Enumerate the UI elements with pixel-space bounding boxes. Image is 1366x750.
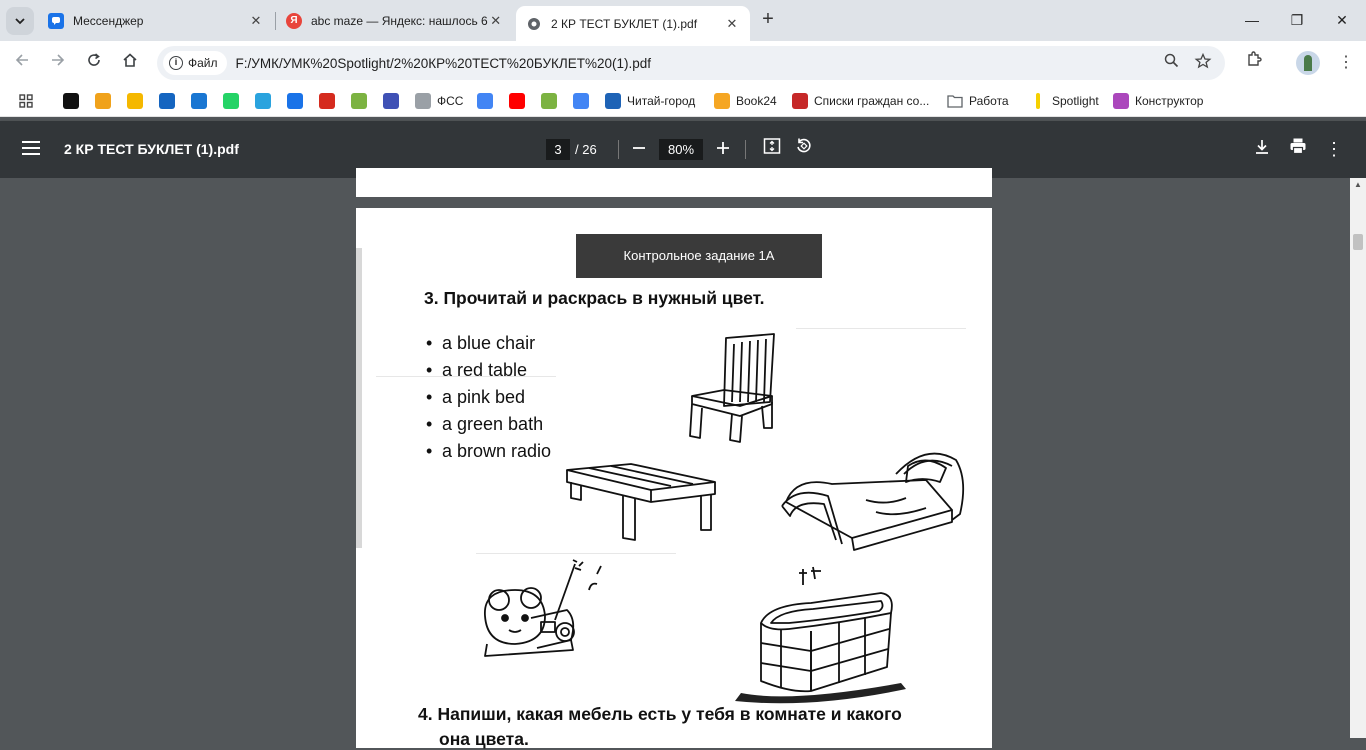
list-item: • a brown radio [426,441,552,461]
url-text[interactable]: F:/УМК/УМК%20Spotlight/2%20КР%20ТЕСТ%20БУКЛЕТ%20(1).pdf [235,55,652,71]
bookmark-label: Spotlight [1052,93,1099,108]
scan-edge [356,248,362,548]
tab-messenger[interactable] [38,6,274,35]
tab-search-button[interactable] [6,7,34,35]
chair-illustration [684,332,784,444]
telegram-icon [255,93,271,109]
star-icon [127,93,143,109]
item-list [426,330,551,465]
site-info-chip[interactable] [163,51,227,75]
bookmark-label: ФСС [437,93,464,108]
back-button[interactable] [10,51,34,75]
bookmark-spotlight[interactable] [1030,91,1099,110]
book24-icon [714,93,730,109]
bookmarks-bar [0,84,1366,117]
restore-button[interactable]: ❐ [1290,12,1304,28]
emblem-icon [383,93,399,109]
scrollbar-thumb[interactable] [1353,234,1363,250]
yandex-icon: Я [286,13,302,29]
tab-title: abc maze — Яндекс: нашлось 6 [311,13,488,28]
page-count: / 26 [575,142,597,157]
bookmark-folder[interactable] [947,91,1009,110]
reload-button[interactable] [82,51,106,75]
list-item: • a green bath [426,414,544,434]
constructor-icon [1113,93,1129,109]
list-item: • a pink bed [426,387,526,407]
bookmark-at[interactable] [191,91,207,110]
check-icon [351,93,367,109]
bookmark-label: Читай-город [627,93,696,108]
menu-icon[interactable] [22,141,40,155]
more-menu-icon[interactable]: ⋮ [1338,54,1354,71]
arrow-left-icon [14,52,30,68]
divider [745,140,746,159]
messenger-icon [287,93,303,109]
scan-noise [796,328,966,329]
bookmark-google[interactable] [477,91,493,110]
scan-noise [476,553,676,554]
spotlight-icon [1036,93,1040,109]
printer-icon [1289,137,1307,155]
chitai-gorod-icon [605,93,621,109]
list-icon [792,93,808,109]
arrow-right-icon [50,52,66,68]
scroll-up-arrow-icon[interactable]: ▲ [1354,180,1362,189]
mail-icon [159,93,175,109]
bath-illustration [731,563,906,703]
tab-title: Мессенджер [73,13,144,28]
fss-icon [415,93,431,109]
pdf-viewer[interactable] [0,178,1350,749]
bookmark-constructor[interactable] [1113,91,1203,110]
extensions-icon[interactable] [1242,51,1266,75]
bookmark-check[interactable] [351,91,367,110]
russia-flag-icon [319,93,335,109]
zoom-out-button[interactable] [627,137,651,161]
list-item: • a red table [426,360,528,380]
close-tab-icon[interactable]: ✕ [726,15,738,31]
pdf-page [356,208,992,748]
bookmark-plus-app[interactable] [63,91,79,110]
bookmark-book24[interactable] [714,91,777,110]
browser-toolbar [0,41,1366,84]
reload-icon [86,52,102,68]
folder-icon [947,93,963,109]
rotate-button[interactable] [792,137,816,161]
apps-icon [18,93,34,109]
task-4-heading-continued: она цвета. [439,729,529,749]
site-info-label: Файл [188,56,218,70]
bookmark-translate[interactable] [573,91,589,110]
bookmark-youtube[interactable] [509,91,525,110]
pdf-title: 2 КР ТЕСТ БУКЛЕТ (1).pdf [64,141,239,157]
address-bar[interactable] [157,46,1225,80]
divider [618,140,619,159]
minus-icon [632,141,646,155]
section-banner: Контрольное задание 1A [576,234,822,278]
bookmark-whatsapp[interactable] [223,91,239,110]
bookmark-download[interactable] [541,91,557,110]
task-3-heading: 3. Прочитай и раскрась в нужный цвет. [424,288,765,308]
bookmark-label: Списки граждан со... [814,93,930,108]
forward-button[interactable] [46,51,70,75]
bookmark-list[interactable] [792,91,929,110]
bookmark-fss[interactable] [415,91,463,110]
chevron-down-icon [14,15,26,27]
home-icon [122,52,138,68]
close-tab-icon[interactable]: ✕ [490,12,502,28]
bookmark-label: Book24 [736,93,777,108]
bookmark-emblem[interactable] [383,91,399,110]
bookmark-label: Конструктор [1135,93,1204,108]
viewer-scrollbar[interactable] [1350,178,1366,738]
print-button[interactable] [1286,137,1310,161]
zoom-in-button[interactable] [711,137,735,161]
bookmark-chitai-gorod[interactable] [605,91,695,110]
close-window-button[interactable]: ✕ [1336,12,1348,28]
translate-icon [573,93,589,109]
fit-page-button[interactable] [760,137,784,161]
bookmark-mail[interactable] [159,91,175,110]
zoom-icon[interactable] [1161,53,1181,73]
profile-avatar[interactable] [1296,51,1320,75]
youtube-icon [509,93,525,109]
page-number-input[interactable]: 3 [546,139,570,160]
tab-pdf[interactable] [516,6,750,41]
download-button[interactable] [1250,137,1274,161]
list-item: • a blue chair [426,333,536,353]
bookmark-star[interactable] [127,91,143,110]
zoom-input[interactable]: 80% [659,139,703,160]
tab-strip [0,0,1366,41]
download-icon [1254,139,1270,155]
task-4-heading: 4. Напиши, какая мебель есть у тебя в комнате и какого [418,704,902,724]
more-options-icon[interactable]: ⋮ [1325,139,1343,159]
globe-icon [526,16,542,32]
bookmark-apps[interactable] [18,91,34,110]
whatsapp-icon [223,93,239,109]
bookmark-star-icon[interactable] [1193,53,1213,73]
table-illustration [561,460,726,542]
at-icon [191,93,207,109]
gmail-icon [95,93,111,109]
plus-app-icon [63,93,79,109]
fit-page-icon [763,137,781,155]
info-icon: i [169,56,183,70]
plus-icon [716,141,730,155]
close-tab-icon[interactable]: ✕ [250,12,262,28]
google-icon [477,93,493,109]
tab-title: 2 КР ТЕСТ БУКЛЕТ (1).pdf [551,16,698,31]
bookmark-telegram[interactable] [255,91,271,110]
download-icon [541,93,557,109]
bed-illustration [776,440,968,550]
messenger-icon [48,13,64,29]
bookmark-russia-flag[interactable] [319,91,335,110]
minimize-button[interactable]: — [1245,12,1259,28]
bookmark-messenger[interactable] [287,91,303,110]
tab-yandex[interactable] [276,6,512,35]
bookmark-gmail[interactable] [95,91,111,110]
rotate-icon [795,137,813,155]
home-button[interactable] [118,51,142,75]
bookmark-label: Работа [969,93,1009,108]
new-tab-button[interactable]: + [762,8,774,30]
previous-page [356,168,992,197]
radio-illustration [471,560,616,672]
